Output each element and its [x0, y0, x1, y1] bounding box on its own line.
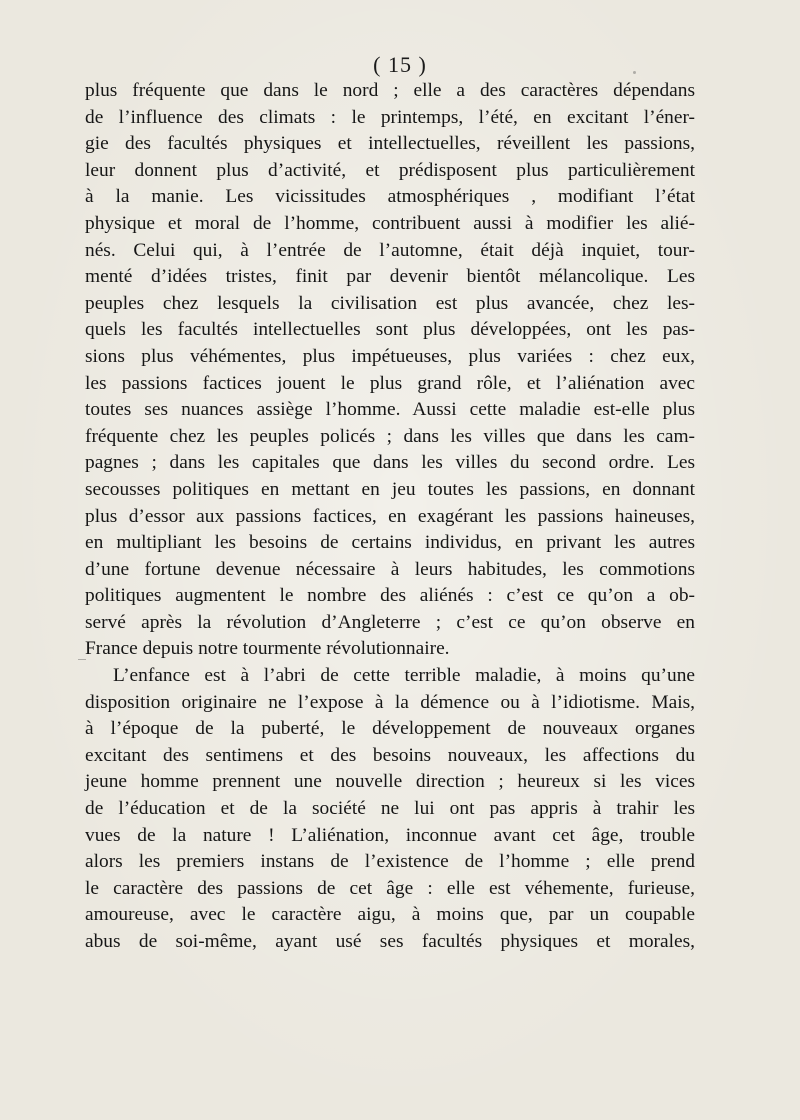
- text-line: vues de la nature ! L’aliénation, inconnue avant cet âge, trouble: [85, 824, 695, 846]
- text-line: secousses politiques en mettant en jeu toutes les passions, en donnant: [85, 478, 695, 500]
- text-line: menté d’idées tristes, finit par devenir bientôt mélancolique. Les: [85, 266, 695, 288]
- text-line: L’enfance est à l’abri de cette terrible maladie, à moins qu’une: [113, 665, 695, 687]
- page-number: ( 15 ): [373, 52, 427, 77]
- scan-speck: [78, 659, 86, 660]
- paragraph-1: [85, 78, 695, 663]
- text-line: quels les facultés intellectuelles sont plus développées, ont les pas-: [85, 319, 695, 341]
- text-line: leur donnent plus d’activité, et prédisposent plus particulièrement: [85, 159, 695, 181]
- text-line: à la manie. Les vicissitudes atmosphériques , modifiant l’état: [85, 186, 695, 208]
- text-line: peuples chez lesquels la civilisation est plus avancée, chez les-: [85, 292, 695, 314]
- text-line: fréquente chez les peuples policés ; dans les villes que dans les cam-: [85, 425, 695, 447]
- text-line: alors les premiers instans de l’existence de l’homme ; elle prend: [85, 851, 695, 873]
- text-line: politiques augmentent le nombre des aliénés : c’est ce qu’on a ob-: [85, 585, 695, 607]
- text-line: nés. Celui qui, à l’entrée de l’automne, était déjà inquiet, tour-: [85, 239, 695, 261]
- text-line: France depuis notre tourmente révolutionnaire.: [85, 638, 450, 660]
- text-line: les passions factices jouent le plus grand rôle, et l’aliénation avec: [85, 372, 695, 394]
- text-line: plus fréquente que dans le nord ; elle a des caractères dépendans: [85, 80, 695, 101]
- text-line: amoureuse, avec le caractère aigu, à moins que, par un coupable: [85, 904, 695, 926]
- paragraph-2: [85, 663, 695, 956]
- text-line: plus d’essor aux passions factices, en exagérant les passions haineuses,: [85, 505, 695, 527]
- text-line: abus de soi-même, ayant usé ses facultés physiques et morales,: [85, 931, 695, 952]
- text-line: physique et moral de l’homme, contribuent aussi à modifier les alié-: [85, 212, 695, 234]
- text-line: en multipliant les besoins de certains individus, en privant les autres: [85, 532, 695, 554]
- text-line: servé après la révolution d’Angleterre ; c’est ce qu’on observe en: [85, 611, 695, 633]
- text-line: jeune homme prennent une nouvelle direction ; heureux si les vices: [85, 771, 695, 793]
- text-line: excitant des sentimens et des besoins nouveaux, les affections du: [85, 744, 695, 766]
- text-line: de l’éducation et de la société ne lui ont pas appris à trahir les: [85, 798, 695, 820]
- text-line: disposition originaire ne l’expose à la démence ou à l’idiotisme. Mais,: [85, 691, 695, 713]
- text-line: à l’époque de la puberté, le développement de nouveaux organes: [85, 718, 695, 740]
- text-line: d’une fortune devenue nécessaire à leurs habitudes, les commotions: [85, 558, 695, 580]
- text-line: pagnes ; dans les capitales que dans les villes du second ordre. Les: [85, 452, 695, 474]
- text-line: sions plus véhémentes, plus impétueuses, plus variées : chez eux,: [85, 345, 695, 367]
- body-text: [85, 78, 695, 956]
- text-line: gie des facultés physiques et intellectuelles, réveillent les passions,: [85, 133, 695, 155]
- text-line: toutes ses nuances assiège l’homme. Aussi cette maladie est-elle plus: [85, 399, 695, 421]
- text-line: le caractère des passions de cet âge : elle est véhemente, furieuse,: [85, 877, 695, 899]
- text-line: de l’influence des climats : le printemps, l’été, en excitant l’éner-: [85, 106, 695, 128]
- scan-speck: [633, 71, 636, 74]
